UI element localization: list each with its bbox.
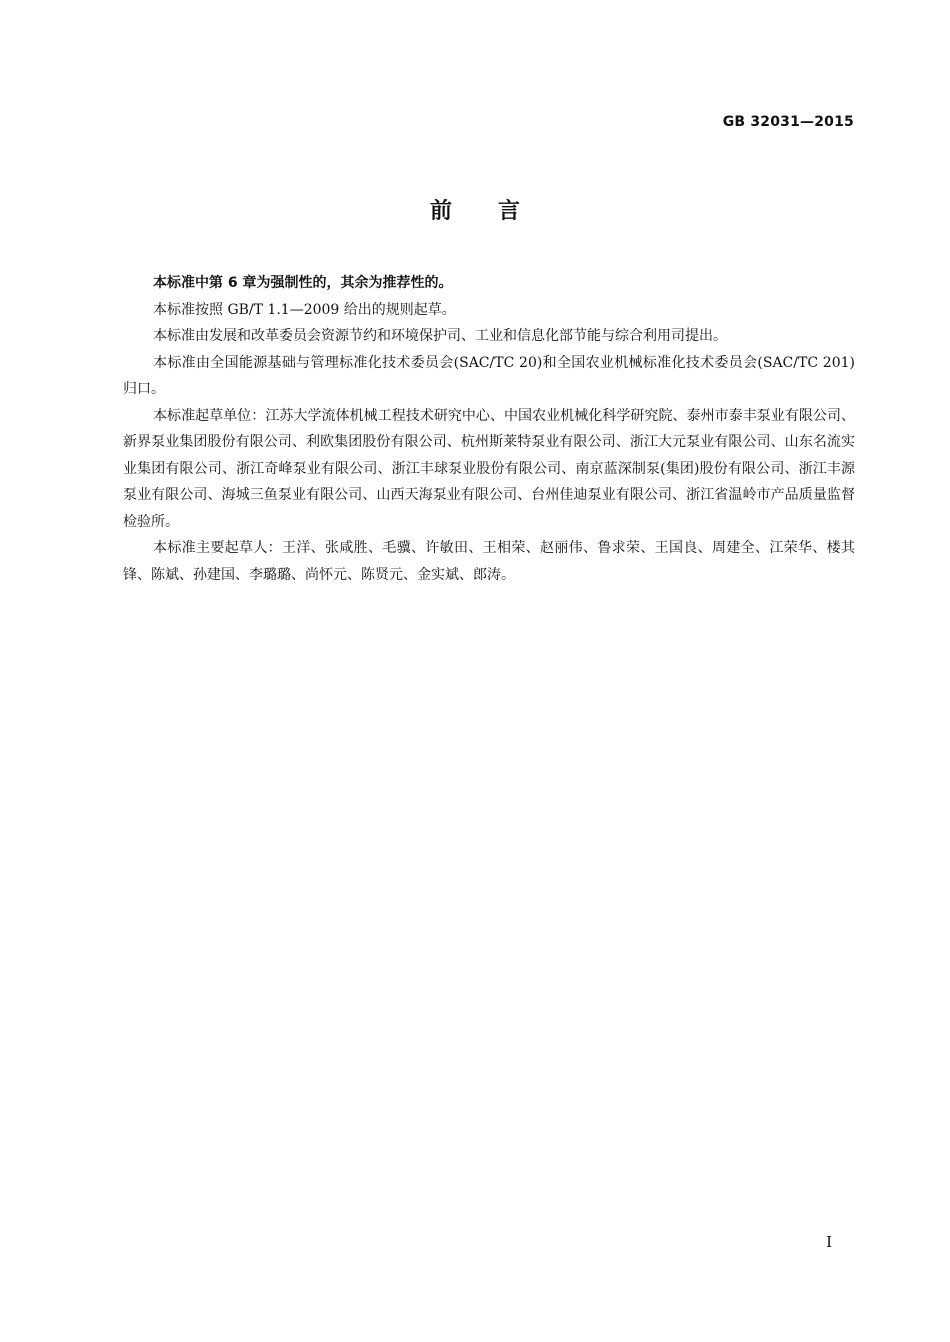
page-title: 前言 <box>429 199 566 224</box>
paragraph-drafting-rules: 本标准按照 GB/T 1.1—2009 给出的规则起草。 <box>153 301 456 318</box>
paragraph-technical-committee: 本标准由全国能源基础与管理标准化技术委员会(SAC/TC 20)和全国农业机械标准化技术委员会(SAC/TC 201)归口。 <box>123 354 855 397</box>
paragraph-mandatory-clause: 本标准中第 6 章为强制性的，其余为推荐性的。 <box>153 275 453 291</box>
paragraph-main-drafters: 本标准主要起草人：王洋、张咸胜、毛骥、许敏田、王相荣、赵丽伟、鲁求荣、王国良、周建全、江荣华、楼其锋、陈斌、孙建国、李璐璐、尚怀元、陈贤元、金实斌、郎涛。 <box>123 540 855 583</box>
foreword-body <box>123 270 855 588</box>
page-number: I <box>826 1233 832 1251</box>
paragraph-drafting-organizations: 本标准起草单位：江苏大学流体机械工程技术研究中心、中国农业机械化科学研究院、泰州市泰丰泵业有限公司、新界泵业集团股份有限公司、利欧集团股份有限公司、杭州斯莱特泵业有限公司、浙江大元泵业有限公司、山东名流实业集团有限公司、浙江奇峰泵业有限公司、浙江丰球泵业股份有限公司、南京蓝深制泵(集团)股份有限公司、浙江丰源泵业有限公司、海城三鱼泵业有限公司、山西天海泵业有限公司、台州佳迪泵业有限公司、浙江省温岭市产品质量监督检验所。 <box>123 407 855 530</box>
paragraph-proposer: 本标准由发展和改革委员会资源节约和环境保护司、工业和信息化部节能与综合利用司提出。 <box>153 328 727 344</box>
standard-number: GB 32031—2015 <box>722 114 854 130</box>
